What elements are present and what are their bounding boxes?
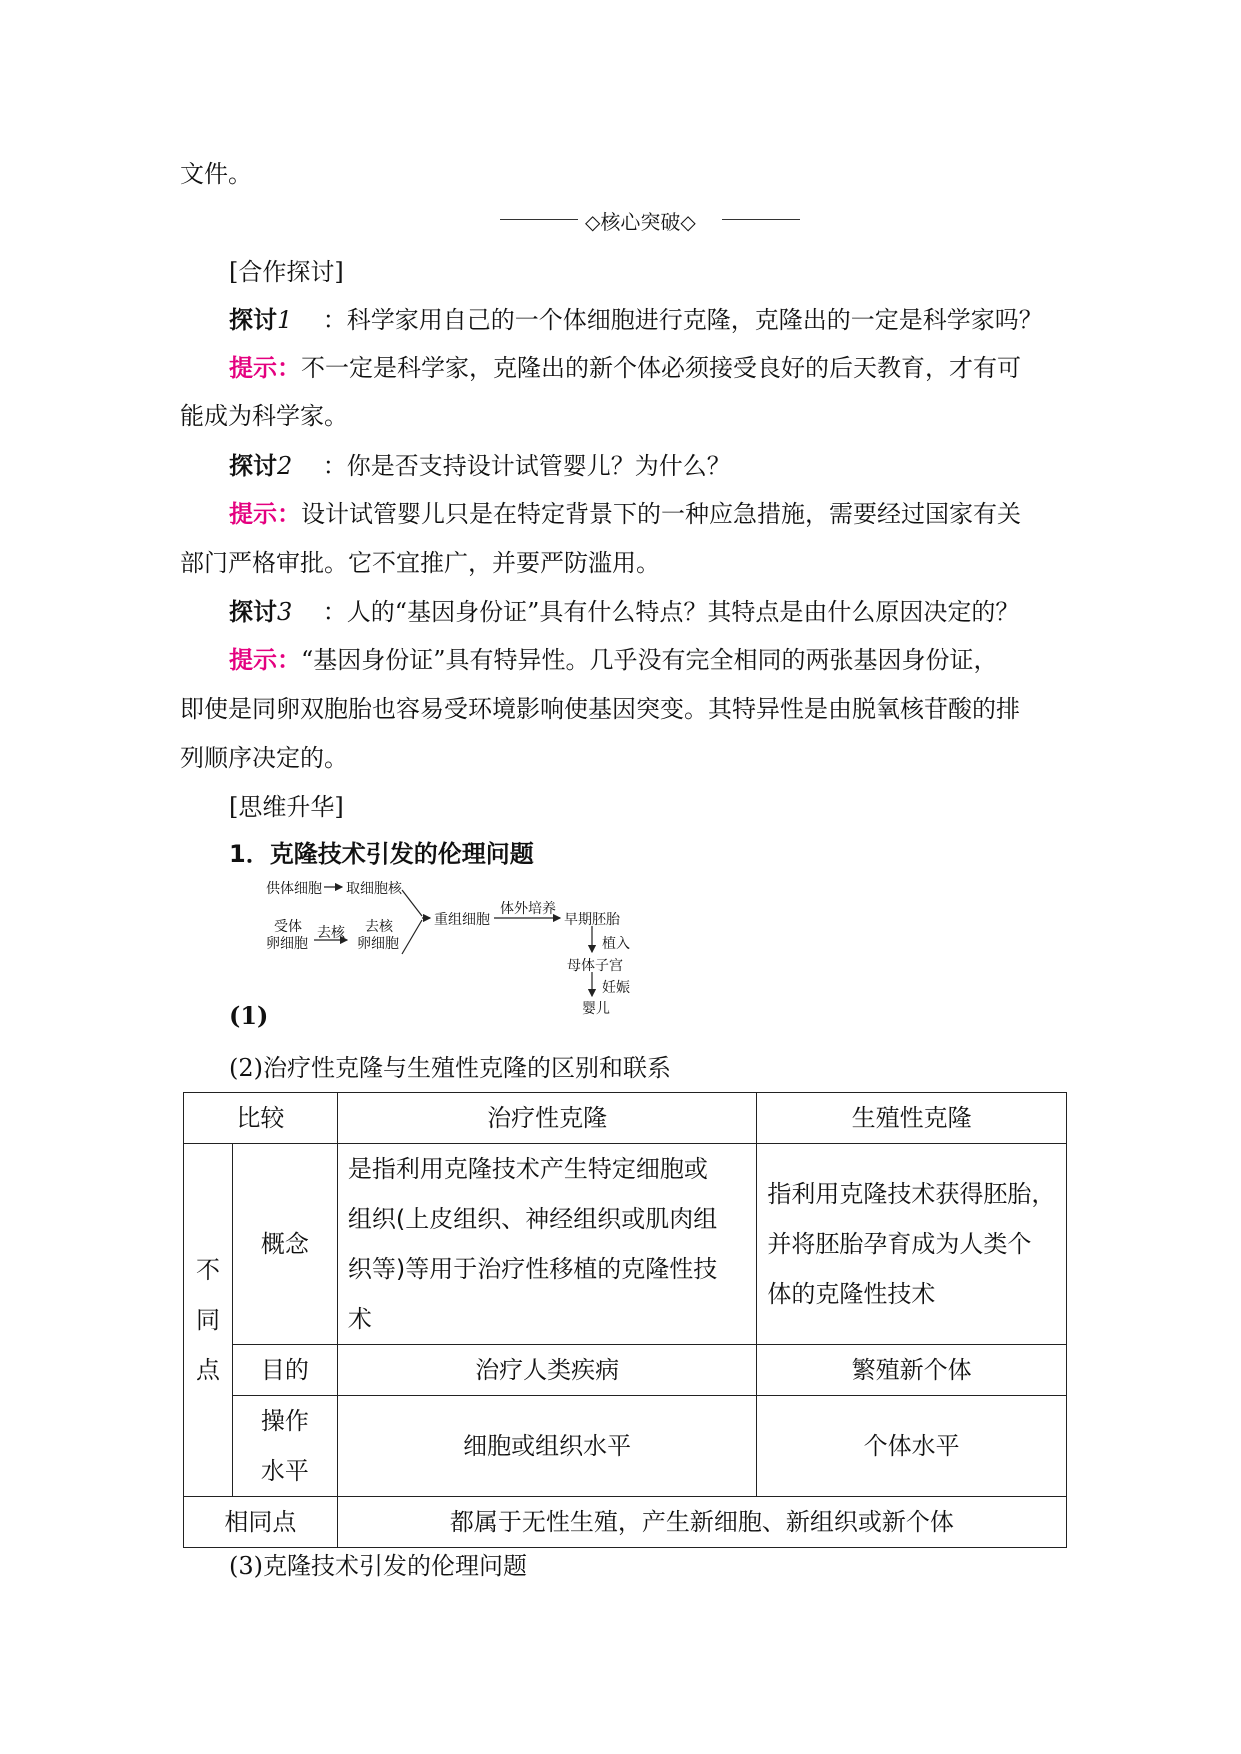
- enucleated-label-2: 卵细胞: [357, 936, 399, 952]
- discussion-2-hint-cont: 部门严格审批。它不宜推广，并要严防滥用。: [180, 549, 660, 577]
- section-thinking-upgrade: [思维升华]: [229, 793, 344, 821]
- purpose-label: 目的: [232, 1345, 337, 1396]
- arrow-merge-bottom: [402, 920, 422, 954]
- hint-label: 提示：: [229, 645, 301, 674]
- recipient-label-1: 受体: [274, 919, 302, 935]
- diagram-arrows: [262, 878, 642, 1018]
- discussion-label: 探讨: [229, 305, 277, 334]
- hint-text: 不一定是科学家，克隆出的新个体必须接受良好的后天教育，才有可: [301, 354, 1021, 382]
- uterus-label: 母体子宫: [567, 958, 623, 974]
- cloning-flow-diagram: [262, 878, 642, 1018]
- arrow-merge-top: [402, 890, 422, 916]
- discussion-question-text: ：人的“基因身份证”具有什么特点？其特点是由什么原因决定的？: [322, 598, 1020, 626]
- banner-rule-right: [722, 219, 800, 220]
- recipient-label-2: 卵细胞: [266, 936, 308, 952]
- table-row-purpose: [184, 1345, 1067, 1396]
- discussion-number: 2: [277, 452, 293, 480]
- header-reproductive: 生殖性克隆: [757, 1093, 1067, 1144]
- table-row-operation: [184, 1396, 1067, 1497]
- differences-label: 不 同 点: [184, 1144, 233, 1497]
- discussion-3-question: [229, 592, 1019, 627]
- donor-cell-label: 供体细胞: [266, 881, 322, 897]
- core-breakthrough-banner: [500, 205, 800, 235]
- concept-therapeutic: 是指利用克隆技术产生特定细胞或 组织(上皮组织、神经组织或肌肉组 织等)等用于治疗性移植的克隆性技 术: [337, 1144, 756, 1345]
- header-therapeutic: 治疗性克隆: [337, 1093, 756, 1144]
- concept-reproductive: 指利用克隆技术获得胚胎， 并将胚胎孕育成为人类个 体的克隆性技术: [757, 1144, 1067, 1345]
- header-compare: 比较: [184, 1093, 338, 1144]
- discussion-question-text: ：科学家用自己的一个体细胞进行克隆，克隆出的一定是科学家吗？: [322, 306, 1043, 334]
- discussion-1-hint: [229, 348, 1021, 383]
- item-1: (1): [229, 1001, 269, 1030]
- table-row-same: [184, 1497, 1067, 1548]
- reconstructed-cell-label: 重组细胞: [434, 912, 490, 928]
- table-header-row: [184, 1093, 1067, 1144]
- discussion-3-hint-cont-1: 即使是同卵双胞胎也容易受环境影响使基因突变。其特异性是由脱氧核苷酸的排: [180, 695, 1020, 723]
- enucleated-label-1: 去核: [365, 919, 393, 935]
- purpose-reproductive: 繁殖新个体: [757, 1345, 1067, 1396]
- discussion-2-hint: [229, 494, 1021, 529]
- discussion-3-hint: [229, 640, 998, 675]
- baby-label: 婴儿: [582, 1001, 610, 1017]
- discussion-question-text: ：你是否支持设计试管婴儿？为什么？: [322, 452, 731, 480]
- discussion-1-hint-cont: 能成为科学家。: [180, 402, 348, 430]
- cloning-comparison-table: [183, 1092, 1067, 1548]
- operation-therapeutic: 细胞或组织水平: [337, 1396, 756, 1497]
- discussion-label: 探讨: [229, 451, 277, 480]
- discussion-number: 1: [277, 306, 293, 334]
- table-row-concept: [184, 1144, 1067, 1345]
- hint-label: 提示：: [229, 353, 301, 382]
- pregnancy-label: 妊娠: [602, 980, 630, 996]
- implant-label: 植入: [602, 936, 630, 952]
- discussion-number: 3: [277, 598, 293, 626]
- hint-text: “基因身份证”具有特异性。几乎没有完全相同的两张基因身份证，: [301, 646, 998, 674]
- item-2: (2)治疗性克隆与生殖性克隆的区别和联系: [229, 1054, 671, 1082]
- top-fragment: 文件。: [180, 160, 252, 188]
- same-label: 相同点: [184, 1497, 338, 1548]
- enucleate-label: 去核: [317, 925, 345, 941]
- hint-text: 设计试管婴儿只是在特定背景下的一种应急措施，需要经过国家有关: [301, 500, 1021, 528]
- heading-1: 1．克隆技术引发的伦理问题: [229, 840, 534, 868]
- discussion-3-hint-cont-2: 列顺序决定的。: [180, 744, 348, 772]
- hint-label: 提示：: [229, 499, 301, 528]
- same-text: 都属于无性生殖，产生新细胞、新组织或新个体: [337, 1497, 1066, 1548]
- purpose-therapeutic: 治疗人类疾病: [337, 1345, 756, 1396]
- culture-label: 体外培养: [500, 901, 556, 917]
- discussion-1-question: [229, 300, 1043, 335]
- section-cooperative-discussion: [合作探讨]: [229, 258, 344, 286]
- discussion-label: 探讨: [229, 597, 277, 626]
- concept-label: 概念: [232, 1144, 337, 1345]
- operation-reproductive: 个体水平: [757, 1396, 1067, 1497]
- banner-rule-left: [500, 219, 578, 220]
- early-embryo-label: 早期胚胎: [564, 912, 620, 928]
- operation-label: 操作 水平: [232, 1396, 337, 1497]
- banner-text: ◇核心突破◇: [585, 210, 696, 234]
- item-3: (3)克隆技术引发的伦理问题: [229, 1552, 527, 1580]
- discussion-2-question: [229, 446, 731, 481]
- take-nucleus-label: 取细胞核: [346, 881, 402, 897]
